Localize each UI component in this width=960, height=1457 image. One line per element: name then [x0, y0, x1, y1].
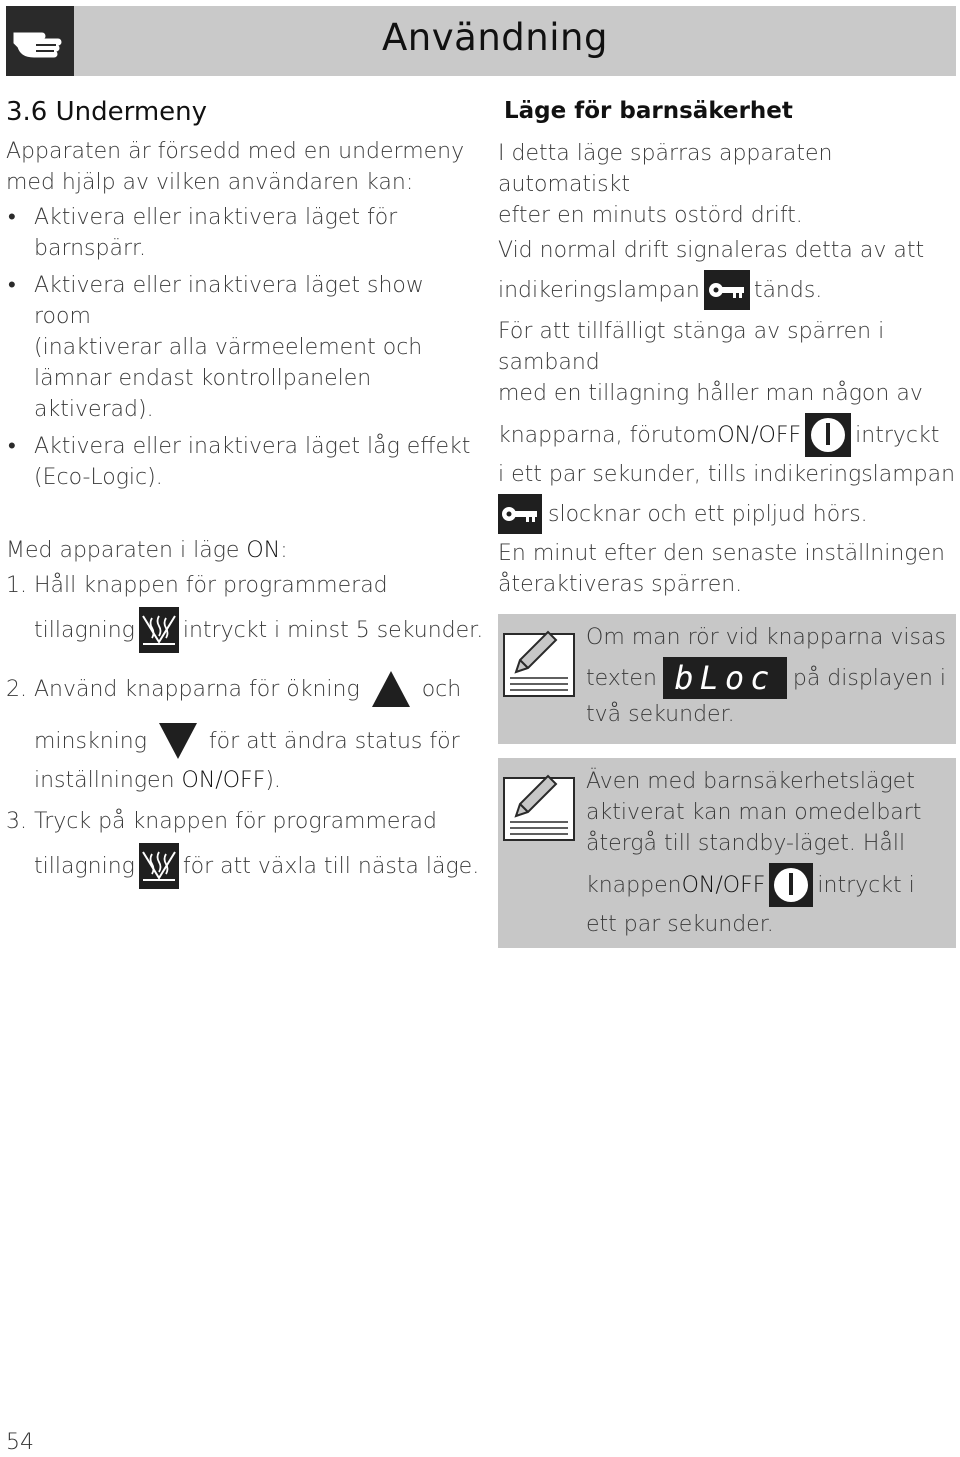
note-text: återgå till standby-läget. Håll: [586, 831, 906, 856]
note-box: [498, 614, 956, 744]
right-column: [498, 94, 956, 948]
paragraph-line: För att tillfälligt stänga av spärren i samband: [498, 319, 885, 375]
programmed-cooking-icon: [139, 607, 179, 653]
step-1: 1. Håll knappen för programmerad: [6, 573, 388, 598]
step-1-cont: tillagning intryckt i minst 5 sekunder.: [6, 607, 476, 653]
note-text: Om man rör vid knapparna visas: [586, 625, 946, 650]
paragraph-line: indikeringslampan tänds.: [498, 270, 956, 310]
list-item: • Aktivera eller inaktivera läget för barnspärr.: [6, 202, 476, 264]
paragraph-line: återaktiveras spärren.: [498, 572, 743, 597]
paragraph-line: med en tillagning håller man någon av: [498, 381, 923, 406]
list-item: • Aktivera eller inaktivera läget låg effekt (Eco-Logic).: [6, 431, 476, 493]
paragraph-line: Vid normal drift signaleras detta av att: [498, 238, 925, 263]
left-column: [6, 94, 484, 889]
on-mode-line: Med apparaten i läge ON:: [6, 538, 288, 563]
paragraph-line: knapparna, förutom ON/OFF intryckt: [498, 413, 956, 457]
step-3-cont: tillagning för att växla till nästa läge.: [6, 843, 476, 889]
step-2-cont: minskning för att ändra status för: [6, 719, 476, 763]
pencil-note-icon: [502, 626, 576, 698]
note-text: Även med barnsäkerhetsläget: [586, 769, 915, 794]
programmed-cooking-icon: [139, 843, 179, 889]
paragraph-line: efter en minuts ostörd drift.: [498, 203, 803, 228]
step-2: 2. Använd knapparna för ökning och: [6, 667, 476, 711]
power-icon: [805, 413, 851, 457]
decrease-arrow-icon: [155, 719, 201, 763]
list-item: • Aktivera eller inaktivera läget show room (inaktiverar alla värmeelement och lämnar endast kontrollpanelen aktiverad).: [6, 270, 476, 425]
subsection-title: Läge för barnsäkerhet: [504, 98, 793, 124]
paragraph-line: En minut efter den senaste inställningen: [498, 541, 945, 566]
step-3: 3. Tryck på knappen för programmerad: [6, 809, 437, 834]
paragraph-line: i ett par sekunder, tills indikeringslampan: [498, 462, 956, 487]
key-icon: [704, 270, 750, 310]
intro-line-1: Apparaten är försedd med en undermeny: [6, 139, 465, 164]
paragraph-line: slocknar och ett pipljud hörs.: [498, 494, 956, 534]
pointing-hand-icon: [6, 6, 74, 76]
page-number: 54: [6, 1430, 34, 1455]
page-title: Användning: [382, 16, 608, 59]
note-text: texten bLoc på displayen i: [586, 659, 946, 697]
key-icon: [498, 494, 542, 534]
note-text: två sekunder.: [586, 702, 735, 727]
pencil-note-icon: [502, 770, 576, 842]
display-readout: bLoc: [663, 657, 787, 699]
section-title: 3.6 Undermeny: [6, 97, 208, 127]
note-text: ett par sekunder.: [586, 912, 774, 937]
intro-line-2: med hjälp av vilken användaren kan:: [6, 170, 414, 195]
note-box: [498, 758, 956, 948]
note-text: knappen ON/OFF intryckt i: [586, 863, 946, 907]
note-text: aktiverat kan man omedelbart: [586, 800, 922, 825]
increase-arrow-icon: [368, 667, 414, 711]
page-header: [6, 6, 956, 76]
power-icon: [769, 863, 813, 907]
step-2-end: inställningen ON/OFF).: [34, 768, 281, 793]
paragraph-line: I detta läge spärras apparaten automatiskt: [498, 141, 833, 197]
